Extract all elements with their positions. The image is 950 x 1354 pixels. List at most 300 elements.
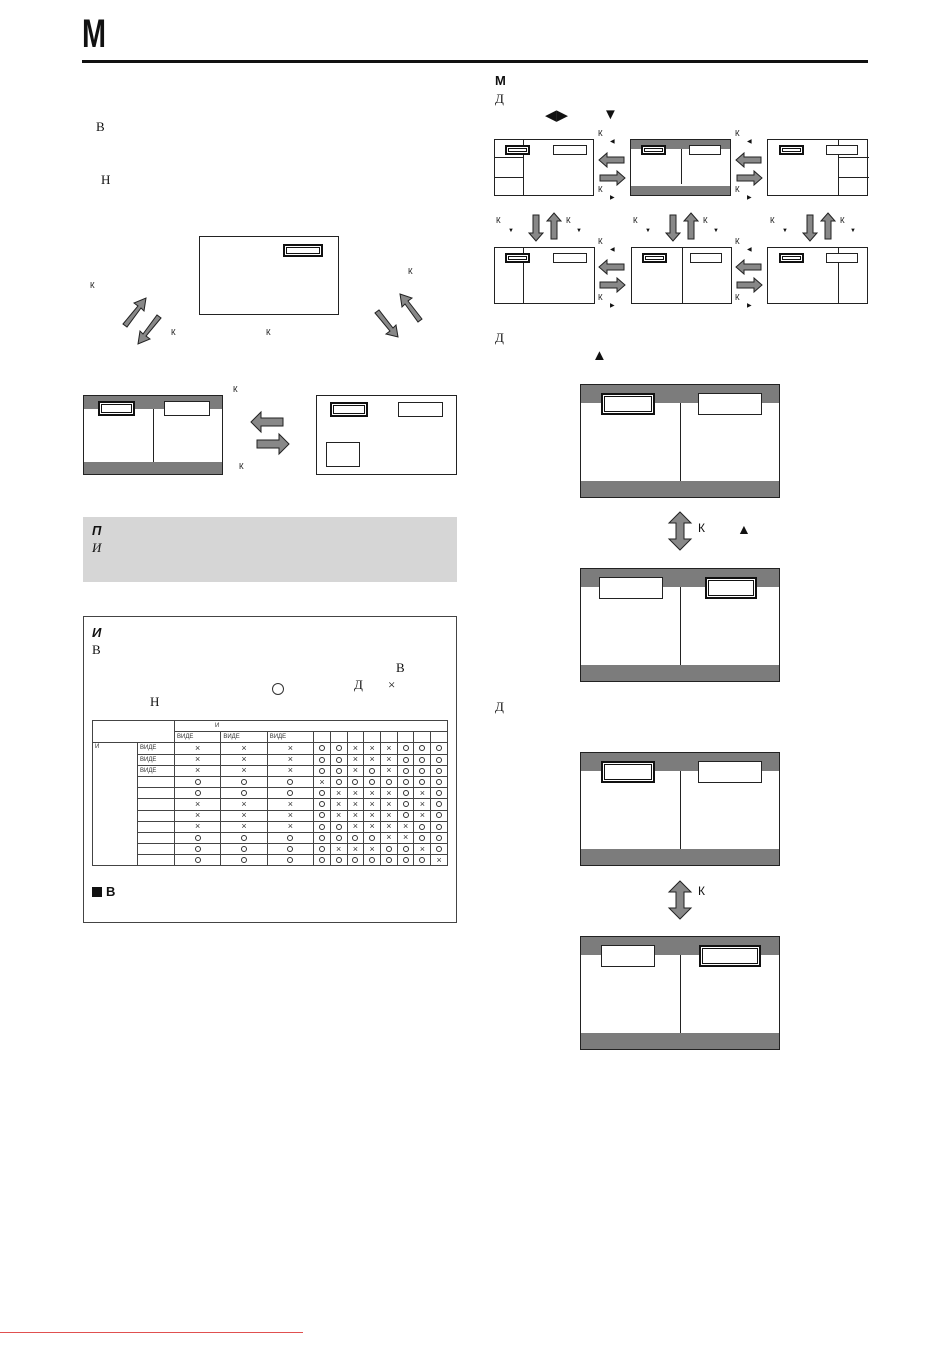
- cross-mark-icon: ×: [241, 798, 247, 809]
- table-row: [93, 743, 448, 754]
- large-screen-2-window: [599, 577, 663, 599]
- right-section-title: M: [495, 73, 506, 88]
- table-row-label: [138, 821, 175, 832]
- swap-arrows-icon: [598, 259, 626, 293]
- circle-mark-icon: [403, 846, 409, 852]
- cross-mark-icon: ×: [419, 787, 425, 798]
- cross-mark-icon: ×: [352, 843, 359, 854]
- table-cell: [175, 788, 221, 799]
- table-row-label: [138, 776, 175, 787]
- down-triangle-icon: ▼: [603, 106, 618, 123]
- diagram1-screen: [199, 236, 339, 315]
- cross-mark-icon: ×: [386, 765, 392, 776]
- table-cell: [381, 799, 398, 810]
- large-screen-1: [580, 384, 780, 498]
- table-row: [93, 776, 448, 787]
- diagonal-arrows-right-icon: [372, 291, 426, 341]
- k-label: К: [703, 216, 708, 225]
- table-header-cell: [364, 732, 381, 743]
- table-cell: [330, 821, 347, 832]
- cross-mark-icon: ×: [195, 810, 201, 821]
- table-header-cell: ВИДЕ: [221, 732, 267, 743]
- circle-mark-icon: [195, 779, 201, 785]
- table-cell: [364, 743, 381, 754]
- screen-selected-window: [505, 253, 530, 263]
- table-cell: [397, 832, 414, 843]
- cross-mark-icon: ×: [241, 810, 247, 821]
- circle-mark-icon: [436, 779, 442, 785]
- table-cell: [267, 844, 313, 855]
- table-cell: [267, 832, 313, 843]
- cross-mark-icon: ×: [369, 754, 375, 765]
- compat-footer: В: [92, 884, 115, 899]
- small-screen: [767, 139, 868, 196]
- compat-line2: В: [396, 660, 405, 675]
- k-label: К: [840, 216, 845, 225]
- table-cell: [397, 844, 414, 855]
- table-cell: [175, 821, 221, 832]
- circle-mark-icon: [319, 801, 325, 807]
- table-cell: [314, 776, 331, 787]
- circle-mark-icon: [195, 790, 201, 796]
- circle-mark-icon: [403, 801, 409, 807]
- screen-selected-window: [779, 253, 804, 263]
- table-cell: [267, 776, 313, 787]
- circle-mark-icon: [336, 779, 342, 785]
- table-header-cell: [381, 732, 398, 743]
- table-cell: [347, 765, 364, 776]
- table-cell: [397, 810, 414, 821]
- table-cell: [221, 821, 267, 832]
- table-cell: [221, 844, 267, 855]
- cross-mark-icon: ×: [352, 754, 359, 765]
- table-cell: [267, 765, 313, 776]
- circle-mark-icon: [436, 835, 442, 841]
- table-cell: [414, 832, 431, 843]
- circle-mark-icon: [369, 857, 375, 863]
- cross-mark-icon: ×: [352, 742, 359, 753]
- circle-mark-icon: [241, 779, 247, 785]
- table-header-cell: [347, 732, 364, 743]
- table-header-cell: [314, 732, 331, 743]
- cross-mark-icon: ×: [369, 821, 375, 832]
- cross-mark-icon: ×: [287, 798, 294, 809]
- note-box: [83, 517, 457, 582]
- table-cell: [221, 855, 267, 866]
- cross-mark-icon: ×: [386, 787, 392, 798]
- cross-mark-icon: ×: [336, 810, 342, 821]
- cross-mark-icon: ×: [287, 765, 294, 776]
- table-cell: [314, 754, 331, 765]
- small-screen: [631, 247, 732, 304]
- table-cell: [431, 799, 448, 810]
- table-cell: [314, 855, 331, 866]
- title-rule: [82, 60, 868, 63]
- table-cell: [330, 844, 347, 855]
- table-header-cell: [431, 732, 448, 743]
- cross-mark-icon: ×: [386, 754, 392, 765]
- cross-mark-icon: ×: [241, 754, 247, 765]
- circle-mark-icon: [319, 790, 325, 796]
- circle-mark-icon: [436, 846, 442, 852]
- screen-side-line: [838, 157, 869, 158]
- triangle-icon: ▶: [610, 195, 615, 201]
- table-row-label: ВИДЕ: [138, 754, 175, 765]
- cross-mark-icon: ×: [195, 754, 201, 765]
- table-cell: [330, 810, 347, 821]
- large-screen-4-selected-window: [699, 945, 761, 967]
- circle-mark-icon: [369, 768, 375, 774]
- cross-mark-icon: ×: [419, 798, 425, 809]
- swap-arrows-icon: [598, 152, 626, 186]
- circle-mark-icon: [319, 835, 325, 841]
- triangle-icon: ◀: [610, 247, 615, 253]
- table-cell: [314, 765, 331, 776]
- down-triangle-icon: ▼: [782, 228, 788, 234]
- right-line2: Д: [495, 330, 504, 345]
- table-cell: [221, 776, 267, 787]
- down-triangle-icon: ▼: [713, 228, 719, 234]
- circle-mark-icon: [403, 757, 409, 763]
- triangle-icon: ▶: [747, 303, 752, 309]
- circle-mark-icon: [241, 846, 247, 852]
- note-body: И: [92, 540, 102, 555]
- table-cell: [364, 754, 381, 765]
- table-cell: [347, 754, 364, 765]
- table-cell: [414, 855, 431, 866]
- cross-mark-icon: ×: [287, 742, 294, 753]
- table-cell: [381, 810, 398, 821]
- table-cell: [397, 743, 414, 754]
- table-row: [93, 754, 448, 765]
- table-cell: [221, 754, 267, 765]
- swap-arrows-icon: [735, 152, 763, 186]
- triangle-icon: ▶: [747, 195, 752, 201]
- circle-mark-icon: [403, 812, 409, 818]
- table-cell: [347, 776, 364, 787]
- large-screen-1-selected-window: [601, 393, 655, 415]
- table-cell: [364, 788, 381, 799]
- k-label: К: [598, 129, 603, 138]
- screen-window: [553, 253, 587, 263]
- table-cell: [221, 765, 267, 776]
- table-row-label: [138, 810, 175, 821]
- table-cell: [221, 788, 267, 799]
- cross-mark-icon: ×: [195, 798, 201, 809]
- k-label: К: [496, 216, 501, 225]
- table-cell: [347, 855, 364, 866]
- circle-mark-icon: [369, 779, 375, 785]
- circle-mark-icon: [319, 757, 325, 763]
- table-cell: [347, 832, 364, 843]
- circle-mark-icon: [403, 745, 409, 751]
- table-header-cell: [414, 732, 431, 743]
- table-cell: [381, 754, 398, 765]
- cross-mark-icon: ×: [402, 832, 409, 843]
- table-cell: [381, 743, 398, 754]
- square-bullet-icon: [92, 887, 102, 897]
- circle-mark-icon: [369, 835, 375, 841]
- table-row: [93, 810, 448, 821]
- k-label: К: [735, 237, 740, 246]
- diagram1-selected-window: [283, 244, 323, 257]
- left-paragraph-2: Н: [101, 172, 111, 187]
- table-row-label: [138, 832, 175, 843]
- large-screen-2: [580, 568, 780, 682]
- up-down-swap-arrows-icon: [665, 212, 699, 242]
- table-cell: [431, 844, 448, 855]
- table-row: [93, 821, 448, 832]
- table-row-label: [138, 788, 175, 799]
- table-cell: [381, 855, 398, 866]
- cross-mark-icon: ×: [386, 798, 392, 809]
- table-cell: [267, 821, 313, 832]
- triangle-icon: ◀: [747, 247, 752, 253]
- table-cell: [221, 799, 267, 810]
- diagram2b-window: [398, 402, 443, 417]
- table-cell: [175, 844, 221, 855]
- note-title: П: [92, 523, 102, 538]
- table-cell: [330, 754, 347, 765]
- cross-mark-icon: ×: [195, 821, 201, 832]
- screen-window: [689, 145, 721, 155]
- circle-mark-icon: [419, 757, 425, 763]
- table-row: [93, 855, 448, 866]
- table-cell: [314, 743, 331, 754]
- table-header-row: [93, 721, 448, 732]
- table-cell: [381, 788, 398, 799]
- screen-side-line: [495, 157, 523, 158]
- table-cell: [267, 743, 313, 754]
- circle-mark-icon: [336, 768, 342, 774]
- left-right-arrows-icon: ◀▶: [545, 107, 569, 124]
- circle-mark-icon: [386, 857, 392, 863]
- circle-mark-icon: [352, 835, 358, 841]
- table-row-label: [138, 799, 175, 810]
- circle-mark-icon: [195, 846, 201, 852]
- compat-line1: В: [92, 642, 101, 657]
- table-cell: [397, 821, 414, 832]
- diagram1-k-bottom-left: К: [171, 328, 176, 337]
- cross-mark-icon: ×: [241, 765, 247, 776]
- circle-mark-icon: [319, 824, 325, 830]
- triangle-icon: ◀: [610, 139, 615, 145]
- cross-mark-icon: ×: [386, 832, 392, 843]
- diagram2a-window: [164, 401, 210, 416]
- circle-mark-icon: [436, 757, 442, 763]
- table-cell: [364, 832, 381, 843]
- diagram2-screen-b: [316, 395, 457, 475]
- down-triangle-icon: ▼: [576, 228, 582, 234]
- circle-mark-icon: [287, 835, 293, 841]
- cross-mark-icon: ×: [386, 742, 392, 753]
- circle-mark-icon: [436, 824, 442, 830]
- table-cell: [414, 810, 431, 821]
- compat-title: И: [92, 625, 102, 640]
- table-cell: [347, 844, 364, 855]
- diagram2-screen-a: [83, 395, 223, 475]
- screen-side-line: [838, 177, 869, 178]
- large-screen-4: [580, 936, 780, 1050]
- up-down-swap-arrows-icon: [528, 212, 562, 242]
- table-cell: [381, 832, 398, 843]
- cross-mark-icon: ×: [352, 765, 359, 776]
- table-cell: [364, 799, 381, 810]
- cross-mark-icon: ×: [319, 776, 325, 787]
- table-cell: [397, 788, 414, 799]
- table-cell: [314, 810, 331, 821]
- right-line3: Д: [495, 699, 504, 714]
- circle-mark-icon: [241, 790, 247, 796]
- compat-cross-icon: ×: [388, 677, 396, 692]
- table-row: [93, 765, 448, 776]
- circle-mark-icon: [403, 790, 409, 796]
- k-label: К: [735, 185, 740, 194]
- up-down-swap-arrows-icon: [802, 212, 836, 242]
- k-label: К: [598, 185, 603, 194]
- small-screen: [630, 139, 731, 196]
- circle-mark-icon: [319, 745, 325, 751]
- table-cell: [314, 844, 331, 855]
- circle-mark-icon: [436, 790, 442, 796]
- table-row-group-label: И: [93, 743, 138, 866]
- table-cell: [364, 844, 381, 855]
- table-cell: [431, 810, 448, 821]
- cross-mark-icon: ×: [352, 798, 359, 809]
- table-cell: [175, 832, 221, 843]
- circle-mark-icon: [319, 768, 325, 774]
- screen-selected-window: [641, 145, 666, 155]
- table-header-cell: ВИДЕ: [175, 732, 221, 743]
- table-cell: [330, 855, 347, 866]
- circle-mark-icon: [419, 857, 425, 863]
- cross-mark-icon: ×: [241, 742, 247, 753]
- table-cell: [431, 765, 448, 776]
- circle-mark-icon: [352, 779, 358, 785]
- table-cell: [414, 765, 431, 776]
- diagram2a-selected-window: [98, 401, 135, 416]
- table-cell: [221, 743, 267, 754]
- k-label: К: [566, 216, 571, 225]
- table-cell: [414, 754, 431, 765]
- circle-mark-icon: [436, 745, 442, 751]
- diagram2-k-top: К: [233, 385, 238, 394]
- k-label-mid1: К: [698, 521, 705, 535]
- table-cell: [414, 844, 431, 855]
- table-cell: [381, 776, 398, 787]
- table-cell: [330, 765, 347, 776]
- circle-mark-icon: [287, 790, 293, 796]
- cross-mark-icon: ×: [419, 810, 425, 821]
- cross-mark-icon: ×: [287, 821, 294, 832]
- screen-divider: [682, 248, 683, 303]
- table-header-cell: [330, 732, 347, 743]
- k-label: К: [735, 129, 740, 138]
- table-cell: [381, 821, 398, 832]
- circle-mark-icon: [419, 768, 425, 774]
- screen-window: [553, 145, 587, 155]
- large-screen-2-selected-window: [705, 577, 757, 599]
- circle-mark-icon: [419, 779, 425, 785]
- circle-mark-icon: [386, 779, 392, 785]
- up-triangle-icon-2: ▲: [737, 521, 751, 537]
- cross-mark-icon: ×: [195, 765, 201, 776]
- circle-mark-icon: [336, 824, 342, 830]
- circle-mark-icon: [319, 812, 325, 818]
- screen-window: [826, 253, 858, 263]
- up-down-arrow-icon-1: [668, 511, 692, 551]
- table-cell: [364, 855, 381, 866]
- table-row-label: [138, 844, 175, 855]
- table-cell: [330, 776, 347, 787]
- circle-mark-icon: [336, 835, 342, 841]
- circle-mark-icon: [319, 857, 325, 863]
- up-down-arrow-icon-2: [668, 880, 692, 920]
- circle-mark-icon: [352, 857, 358, 863]
- table-corner-cell: [93, 721, 175, 743]
- table-row: [93, 788, 448, 799]
- circle-mark-icon: [336, 857, 342, 863]
- triangle-icon: ▶: [610, 303, 615, 309]
- table-cell: [347, 810, 364, 821]
- triangle-icon: ◀: [747, 139, 752, 145]
- up-triangle-icon: ▲: [592, 347, 607, 364]
- table-cell: [330, 743, 347, 754]
- table-cell: [347, 821, 364, 832]
- cross-mark-icon: ×: [336, 798, 342, 809]
- table-row: [93, 844, 448, 855]
- cross-mark-icon: ×: [287, 754, 294, 765]
- screen-divider: [681, 149, 682, 184]
- screen-window: [690, 253, 722, 263]
- table-cell: [267, 788, 313, 799]
- screen-bottom-bar: [631, 186, 730, 195]
- cross-mark-icon: ×: [369, 810, 375, 821]
- table-cell: [414, 821, 431, 832]
- circle-mark-icon: [386, 846, 392, 852]
- table-cell: [364, 821, 381, 832]
- circle-mark-icon: [287, 846, 293, 852]
- diagram2-k-bottom: К: [239, 462, 244, 471]
- screen-selected-window: [505, 145, 530, 155]
- table-header-top: И: [175, 721, 448, 732]
- diagram1-k-bottom-mid: К: [266, 328, 271, 337]
- compat-line4: Н: [150, 694, 160, 709]
- table-cell: [397, 765, 414, 776]
- cross-mark-icon: ×: [369, 843, 375, 854]
- down-triangle-icon: ▼: [850, 228, 856, 234]
- circle-mark-icon: [403, 857, 409, 863]
- circle-mark-icon: [287, 779, 293, 785]
- table-cell: [364, 765, 381, 776]
- k-label: К: [770, 216, 775, 225]
- page-title: M: [82, 12, 106, 56]
- large-screen-1-window: [698, 393, 762, 415]
- table-cell: [314, 832, 331, 843]
- screen-selected-window: [779, 145, 804, 155]
- cross-mark-icon: ×: [369, 742, 375, 753]
- table-cell: [397, 799, 414, 810]
- swap-arrows-icon: [249, 410, 291, 458]
- table-cell: [431, 855, 448, 866]
- circle-mark-icon: [436, 768, 442, 774]
- table-cell: [221, 810, 267, 821]
- compat-circle-icon: [272, 680, 284, 698]
- large-screen-3: [580, 752, 780, 866]
- circle-mark-icon: [287, 857, 293, 863]
- table-cell: [381, 765, 398, 776]
- table-cell: [347, 788, 364, 799]
